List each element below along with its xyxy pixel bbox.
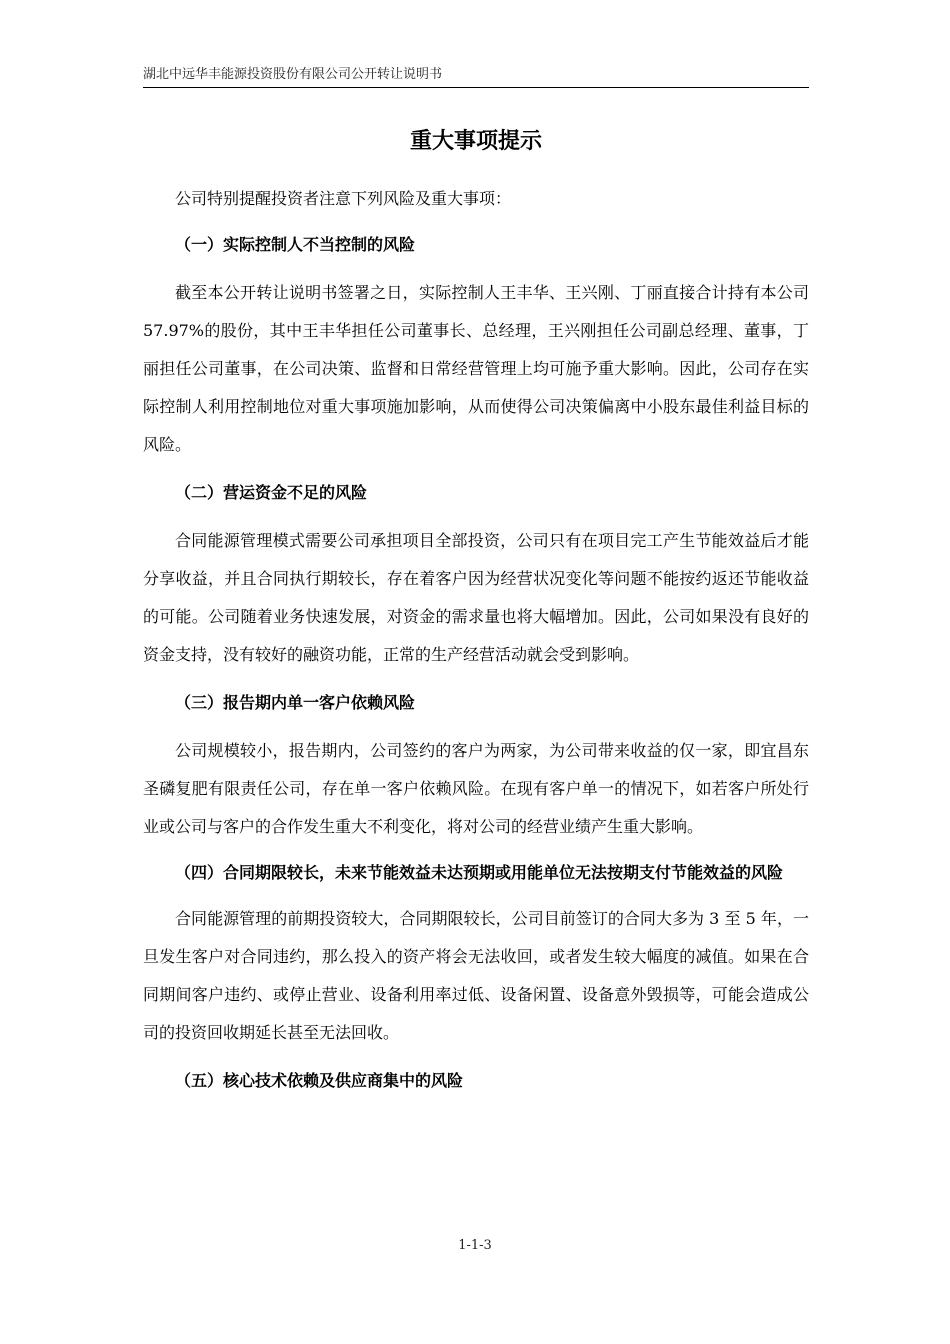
- page-number: 1-1-3: [458, 1238, 492, 1253]
- section-body-4: 合同能源管理的前期投资较大，合同期限较长，公司目前签订的合同大多为 3 至 5 年，一旦发生客户对合同违约，那么投入的资产将会无法收回，或者发生较大幅度的减值。如果在合同期间客户违约、或停止营业、设备利用率过低、设备闲置、设备意外毁损等，可能会造成公司的投资回收期延长甚至无法回收。: [143, 909, 809, 1042]
- page-title: 重大事项提示: [409, 129, 542, 154]
- section-heading-2: （二）营运资金不足的风险: [175, 483, 368, 502]
- running-header: 湖北中远华丰能源投资股份有限公司公开转让说明书: [143, 66, 809, 88]
- section-body-3: 公司规模较小，报告期内，公司签约的客户为两家，为公司带来收益的仅一家，即宜昌东圣磷复肥有限责任公司，存在单一客户依赖风险。在现有客户单一的情况下，如若客户所处行业或公司与客户的合作发生重大不利变化，将对公司的经营业绩产生重大影响。: [143, 741, 809, 836]
- section-body-2: 合同能源管理模式需要公司承担项目全部投资，公司只有在项目完工产生节能效益后才能分享收益，并且合同执行期较长，存在着客户因为经营状况变化等问题不能按约返还节能收益的可能。公司随着业务快速发展，对资金的需求量也将大幅增加。因此，公司如果没有良好的资金支持，没有较好的融资功能，正常的生产经营活动就会受到影响。: [143, 531, 809, 664]
- document-body: [143, 124, 809, 1110]
- section-heading-5: （五）核心技术依赖及供应商集中的风险: [175, 1071, 464, 1090]
- intro-paragraph: 公司特别提醒投资者注意下列风险及重大事项：: [175, 189, 512, 208]
- section-heading-4: （四）合同期限较长，未来节能效益未达预期或用能单位无法按期支付节能效益的风险: [175, 863, 784, 882]
- section-body-1: 截至本公开转让说明书签署之日，实际控制人王丰华、王兴刚、丁丽直接合计持有本公司 57.97%的股份，其中王丰华担任公司董事长、总经理，王兴刚担任公司副总经理、董事，丁丽担任公司董事，在公司决策、监督和日常经营管理上均可施予重大影响。因此，公司存在实际控制人利用控制地位对重大事项施加影响，从而使得公司决策偏离中小股东最佳利益目标的风险。: [143, 283, 809, 454]
- section-heading-3: （三）报告期内单一客户依赖风险: [175, 693, 416, 712]
- section-heading-1: （一）实际控制人不当控制的风险: [175, 235, 416, 254]
